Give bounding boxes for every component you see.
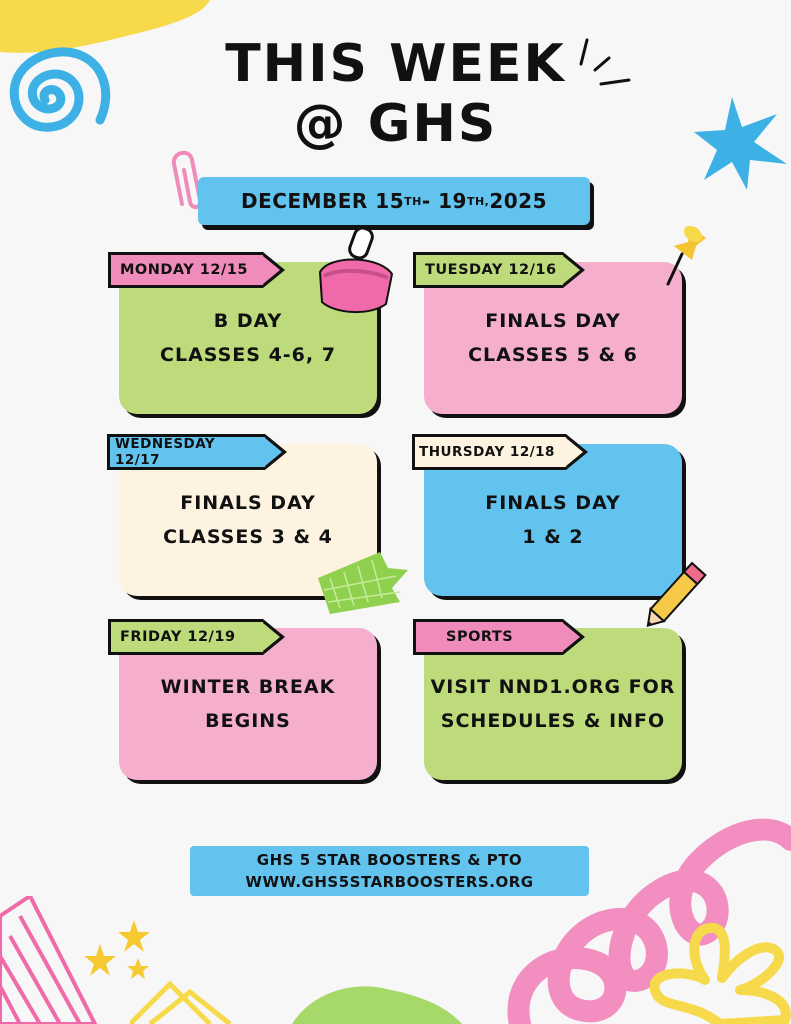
card-monday-line-2: CLASSES 4-6, 7 [160,344,336,366]
tag-tuesday-label: TUESDAY 12/16 [425,262,557,278]
pink-squiggle-icon [480,780,791,1024]
card-sports-line-2: SCHEDULES & INFO [440,710,666,732]
yellow-stars-icon [80,918,160,984]
card-tuesday-line-1: FINALS DAY [485,310,621,332]
tag-tuesday [413,252,563,288]
tag-wednesday [107,434,265,470]
title-line-2: @ GHS [293,94,498,154]
date-sup-2: TH, [466,194,490,208]
date-banner [198,177,590,225]
green-blob-bottom [292,982,462,1024]
date-prefix: DECEMBER 15 [241,189,405,213]
tag-thursday-tip [566,438,583,466]
title-line-1: THIS WEEK [225,34,566,94]
card-wednesday-line-2: CLASSES 3 & 4 [163,526,333,548]
date-sup-1: TH [404,194,422,208]
tag-sports-label: SPORTS [446,629,514,645]
card-friday-line-2: BEGINS [205,710,291,732]
tag-monday-label: MONDAY 12/15 [120,262,248,278]
date-middle: - 19 [421,189,467,213]
card-sports-line-1: VISIT NND1.ORG FOR [430,676,676,698]
tag-sports [413,619,563,655]
tag-wednesday-label: WEDNESDAY 12/17 [115,436,216,468]
card-tuesday-line-2: CLASSES 5 & 6 [468,344,638,366]
card-thursday-line-1: FINALS DAY [485,492,621,514]
yellow-flower-icon [650,920,791,1024]
card-monday-line-1: B DAY [213,310,283,332]
tag-monday-tip [263,256,280,284]
tag-thursday [412,434,566,470]
footer-box [190,846,589,896]
tag-tuesday-tip [563,256,580,284]
tag-wednesday-tip [265,438,282,466]
tag-friday-tip [263,623,280,651]
yellow-scribble-bottom-left [130,980,250,1024]
tag-friday-label: FRIDAY 12/19 [120,629,236,645]
tag-thursday-label: THURSDAY 12/18 [419,444,555,460]
date-suffix: 2025 [489,189,547,213]
pink-triangle-pattern-icon [0,896,100,1024]
footer-line-2[interactable]: WWW.GHS5STARBOOSTERS.ORG [245,873,534,891]
card-thursday-line-2: 1 & 2 [522,526,584,548]
card-wednesday-line-1: FINALS DAY [180,492,316,514]
card-friday-line-1: WINTER BREAK [160,676,336,698]
tag-sports-tip [563,623,580,651]
footer-line-1: GHS 5 STAR BOOSTERS & PTO [256,851,523,869]
tag-friday [108,619,263,655]
page-title [0,34,791,154]
tag-monday [108,252,263,288]
